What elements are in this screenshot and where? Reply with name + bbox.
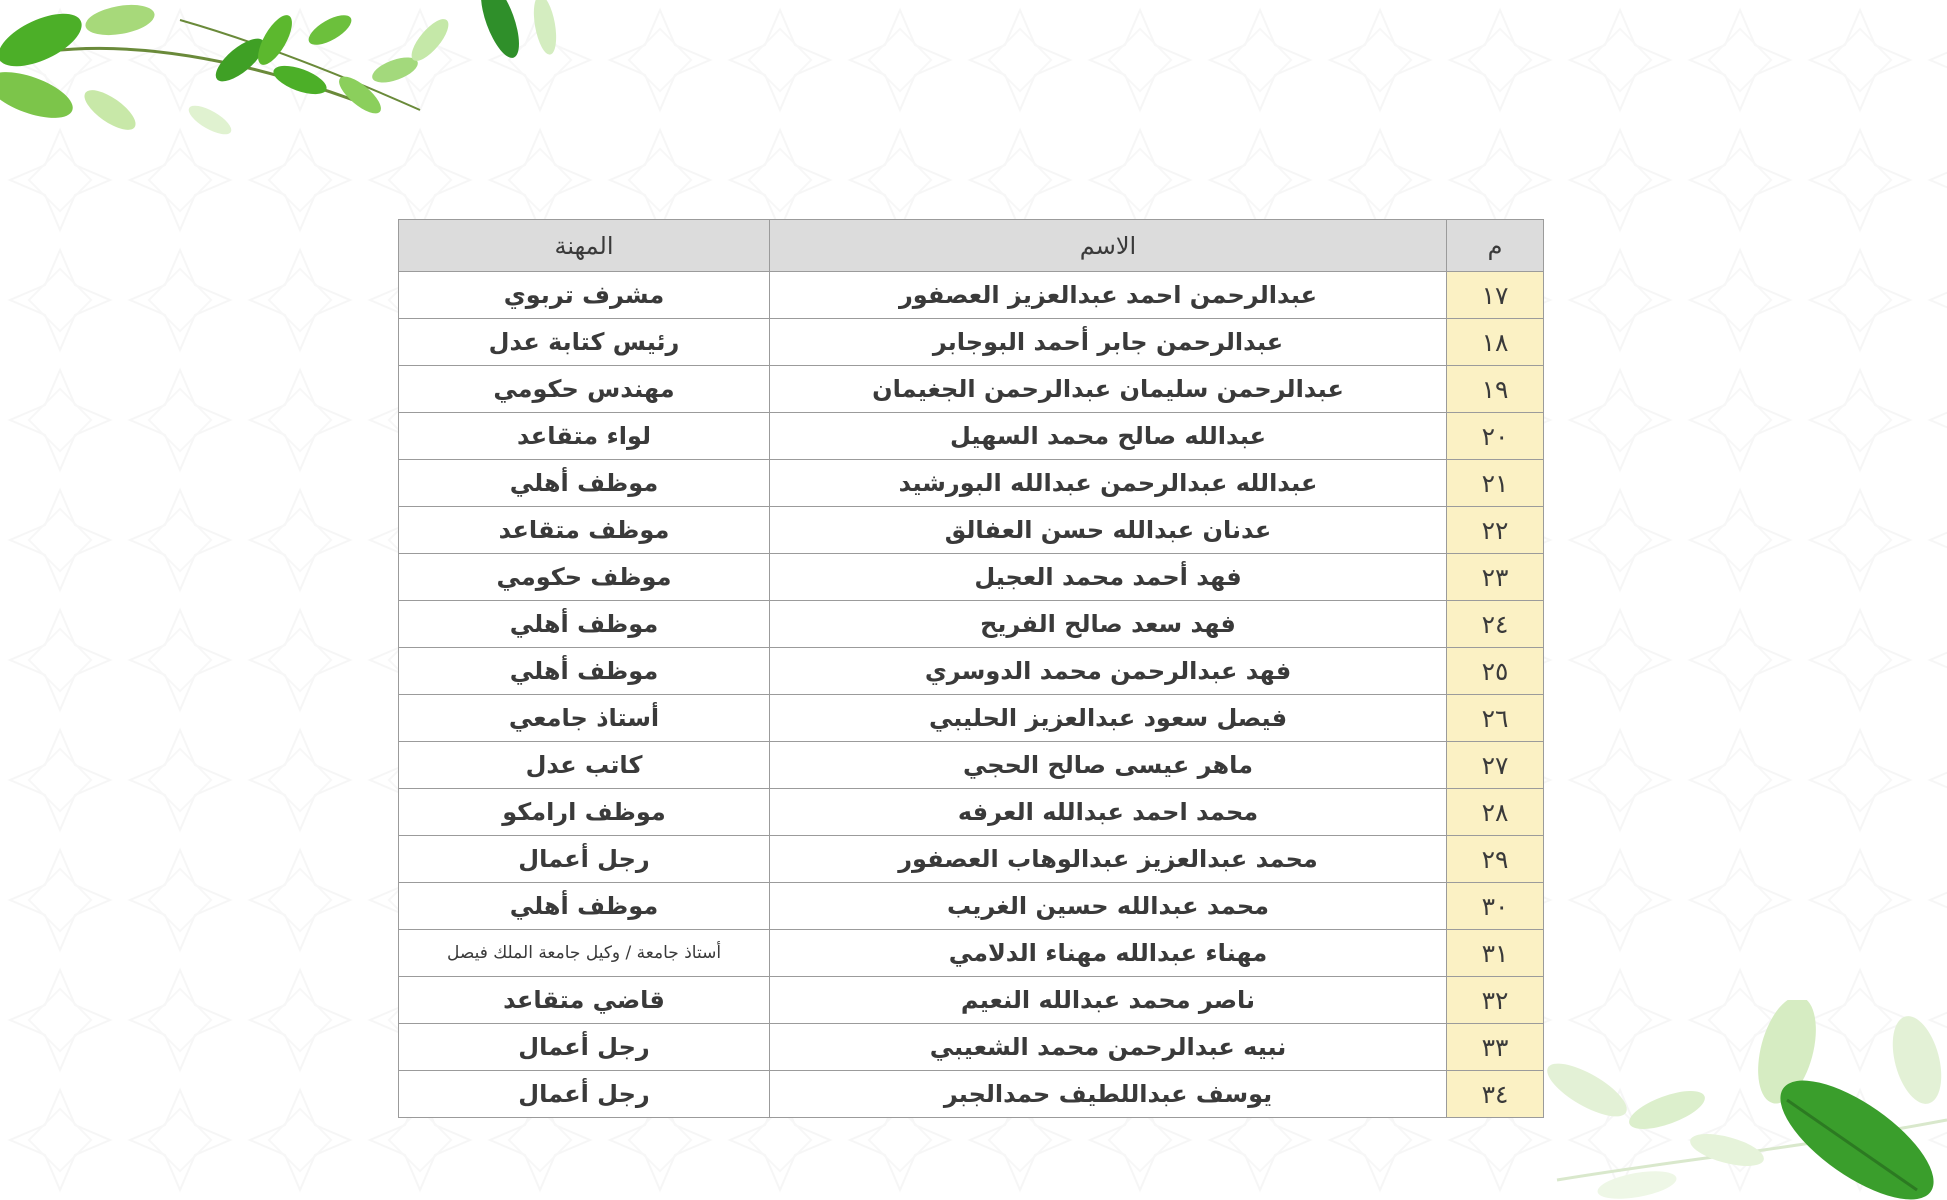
members-table-container <box>398 219 1543 1118</box>
row-name: ناصر محمد عبدالله النعيم <box>770 977 1447 1024</box>
row-number: ٣١ <box>1447 930 1544 977</box>
row-job: مشرف تربوي <box>399 272 770 319</box>
row-number: ١٩ <box>1447 366 1544 413</box>
row-number: ١٨ <box>1447 319 1544 366</box>
table-header-row <box>399 220 1544 272</box>
row-job: موظف متقاعد <box>399 507 770 554</box>
table-row <box>399 601 1544 648</box>
table-row <box>399 507 1544 554</box>
header-name: الاسم <box>770 220 1447 272</box>
row-name: فهد عبدالرحمن محمد الدوسري <box>770 648 1447 695</box>
row-name: عبدالرحمن احمد عبدالعزيز العصفور <box>770 272 1447 319</box>
row-job: لواء متقاعد <box>399 413 770 460</box>
table-row <box>399 1071 1544 1118</box>
row-job: موظف أهلي <box>399 648 770 695</box>
row-job: موظف ارامكو <box>399 789 770 836</box>
row-number: ٢٧ <box>1447 742 1544 789</box>
row-number: ٢٢ <box>1447 507 1544 554</box>
row-job: أستاذ جامعة / وكيل جامعة الملك فيصل <box>399 930 770 977</box>
row-number: ٣٢ <box>1447 977 1544 1024</box>
row-name: عبدالرحمن جابر أحمد البوجابر <box>770 319 1447 366</box>
row-job: موظف أهلي <box>399 883 770 930</box>
row-number: ٢٠ <box>1447 413 1544 460</box>
row-job: موظف حكومي <box>399 554 770 601</box>
row-job: رجل أعمال <box>399 836 770 883</box>
row-job: رئيس كتابة عدل <box>399 319 770 366</box>
table-row <box>399 554 1544 601</box>
header-number: م <box>1447 220 1544 272</box>
row-name: عبدالله عبدالرحمن عبدالله البورشيد <box>770 460 1447 507</box>
row-job: قاضي متقاعد <box>399 977 770 1024</box>
row-name: محمد احمد عبدالله العرفه <box>770 789 1447 836</box>
row-name: مهناء عبدالله مهناء الدلامي <box>770 930 1447 977</box>
table-row <box>399 648 1544 695</box>
row-job: مهندس حكومي <box>399 366 770 413</box>
table-row <box>399 1024 1544 1071</box>
members-table <box>398 219 1544 1118</box>
table-row <box>399 742 1544 789</box>
row-name: محمد عبدالعزيز عبدالوهاب العصفور <box>770 836 1447 883</box>
table-row <box>399 272 1544 319</box>
row-name: فهد أحمد محمد العجيل <box>770 554 1447 601</box>
row-job: كاتب عدل <box>399 742 770 789</box>
row-number: ١٧ <box>1447 272 1544 319</box>
table-row <box>399 930 1544 977</box>
row-number: ٢١ <box>1447 460 1544 507</box>
row-number: ٢٨ <box>1447 789 1544 836</box>
header-job: المهنة <box>399 220 770 272</box>
row-number: ٢٦ <box>1447 695 1544 742</box>
table-row <box>399 977 1544 1024</box>
row-name: يوسف عبداللطيف حمدالجبر <box>770 1071 1447 1118</box>
row-name: نبيه عبدالرحمن محمد الشعيبي <box>770 1024 1447 1071</box>
row-number: ٣٤ <box>1447 1071 1544 1118</box>
row-number: ٢٩ <box>1447 836 1544 883</box>
row-number: ٢٤ <box>1447 601 1544 648</box>
row-name: عبدالرحمن سليمان عبدالرحمن الجغيمان <box>770 366 1447 413</box>
row-name: عدنان عبدالله حسن العفالق <box>770 507 1447 554</box>
row-job: رجل أعمال <box>399 1024 770 1071</box>
row-number: ٢٥ <box>1447 648 1544 695</box>
row-job: موظف أهلي <box>399 601 770 648</box>
row-name: فيصل سعود عبدالعزيز الحليبي <box>770 695 1447 742</box>
table-row <box>399 695 1544 742</box>
table-row <box>399 460 1544 507</box>
row-job: أستاذ جامعي <box>399 695 770 742</box>
row-number: ٣٣ <box>1447 1024 1544 1071</box>
row-name: محمد عبدالله حسين الغريب <box>770 883 1447 930</box>
row-name: ماهر عيسى صالح الحجي <box>770 742 1447 789</box>
leaf-decoration-bottom-right-icon <box>1527 1000 1947 1200</box>
row-job: موظف أهلي <box>399 460 770 507</box>
row-name: عبدالله صالح محمد السهيل <box>770 413 1447 460</box>
table-row <box>399 319 1544 366</box>
row-number: ٢٣ <box>1447 554 1544 601</box>
table-row <box>399 413 1544 460</box>
leaf-decoration-top-left-icon <box>0 0 660 160</box>
table-row <box>399 883 1544 930</box>
table-row <box>399 366 1544 413</box>
row-number: ٣٠ <box>1447 883 1544 930</box>
row-job: رجل أعمال <box>399 1071 770 1118</box>
table-row <box>399 789 1544 836</box>
table-row <box>399 836 1544 883</box>
row-name: فهد سعد صالح الفريح <box>770 601 1447 648</box>
